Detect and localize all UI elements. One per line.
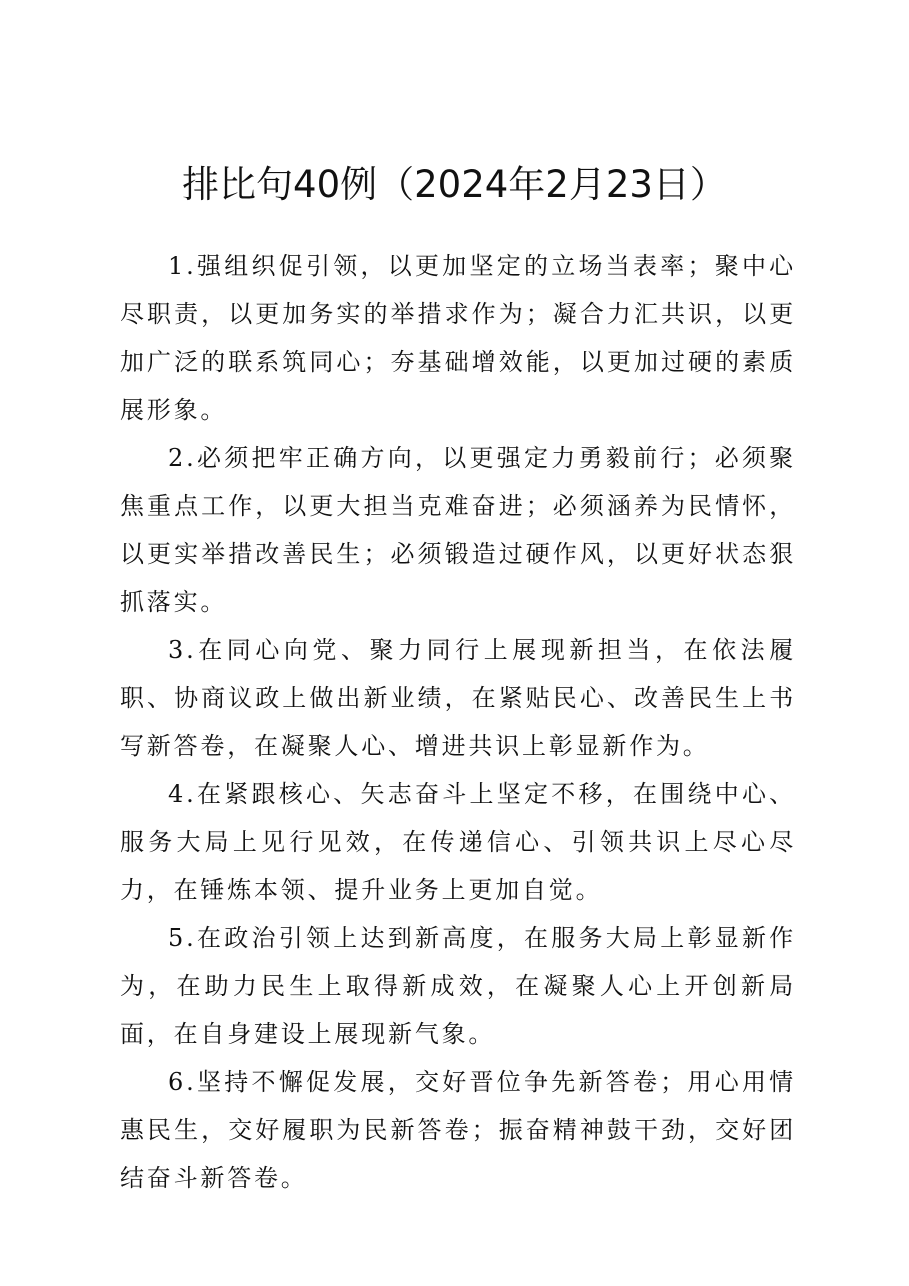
paragraph-1: 1.强组织促引领，以更加坚定的立场当表率；聚中心尽职责，以更加务实的举措求作为；凝合力汇共识，以更加广泛的联系筑同心；夯基础增效能，以更加过硬的素质展形象。 (120, 252, 796, 424)
document-title: 排比句40例（2024年2月23日） (182, 163, 727, 206)
paragraph-5: 5.在政治引领上达到新高度，在服务大局上彰显新作为，在助力民生上取得新成效，在凝聚人心上开创新局面，在自身建设上展现新气象。 (120, 924, 796, 1048)
paragraph-6: 6.坚持不懈促发展，交好晋位争先新答卷；用心用情惠民生，交好履职为民新答卷；振奋精神鼓干劲，交好团结奋斗新答卷。 (120, 1068, 796, 1192)
paragraph-4: 4.在紧跟核心、矢志奋斗上坚定不移，在围绕中心、服务大局上见行见效，在传递信心、引领共识上尽心尽力，在锤炼本领、提升业务上更加自觉。 (120, 780, 796, 904)
document-body (120, 242, 796, 1202)
paragraph-3: 3.在同心向党、聚力同行上展现新担当，在依法履职、协商议政上做出新业绩，在紧贴民心、改善民生上书写新答卷，在凝聚人心、增进共识上彰显新作为。 (120, 636, 796, 760)
paragraph-2: 2.必须把牢正确方向，以更强定力勇毅前行；必须聚焦重点工作，以更大担当克难奋进；必须涵养为民情怀，以更实举措改善民生；必须锻造过硬作风，以更好状态狠抓落实。 (120, 444, 796, 616)
